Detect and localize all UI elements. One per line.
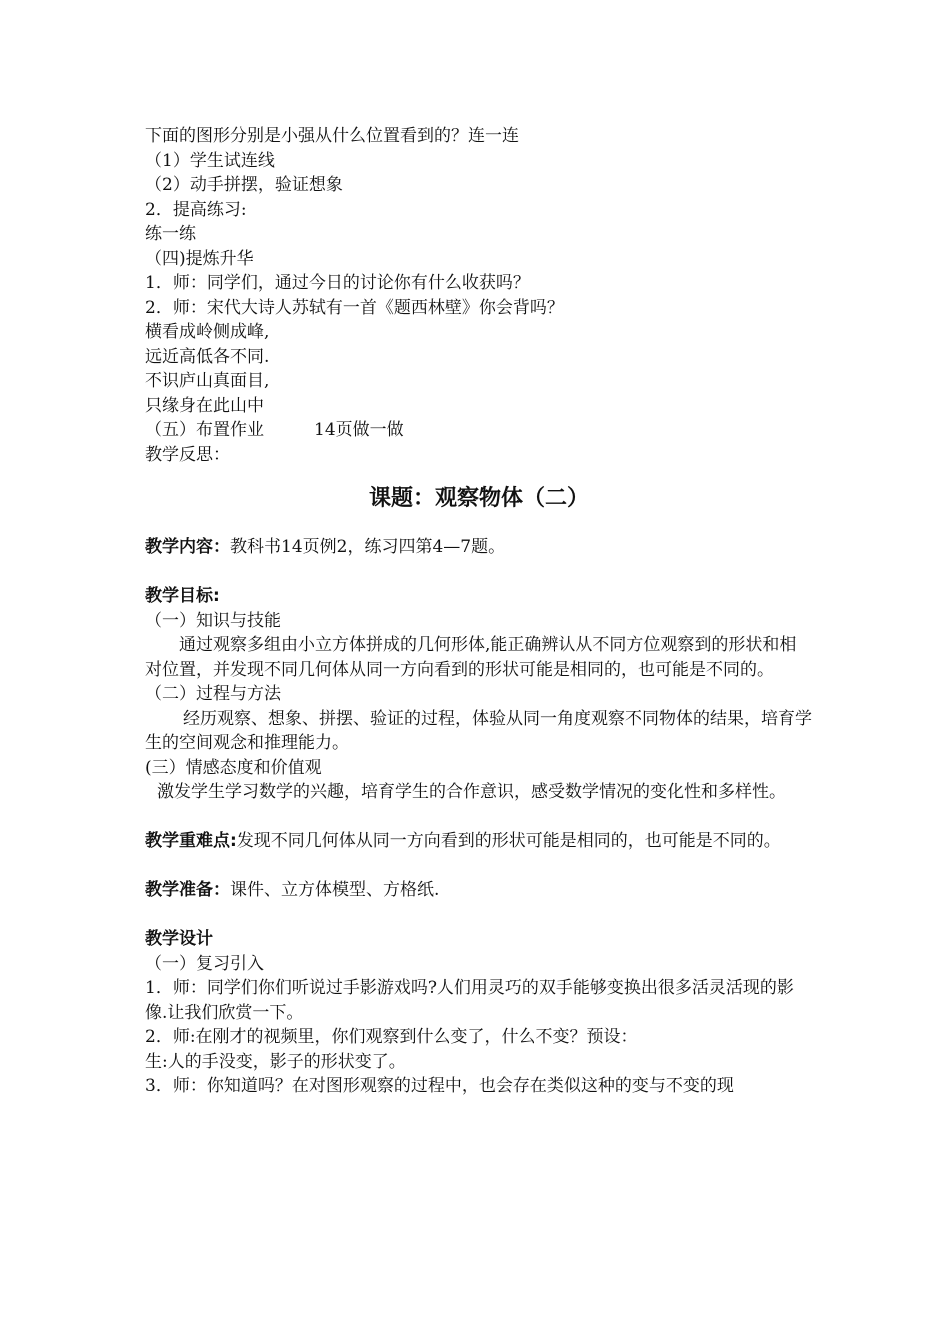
goal-heading: (三）情感态度和价值观 bbox=[145, 757, 322, 778]
design-line: 生:人的手没变，影子的形状变了。 bbox=[145, 1051, 406, 1072]
homework-value: 14页做一做 bbox=[314, 420, 404, 440]
content-value: 教科书14页例2，练习四第4—7题。 bbox=[230, 537, 506, 557]
goal-body: 通过观察多组由小立方体拼成的几何形体,能正确辨认从不同方位观察到的形状和相对位置，并发现不同几何体从同一方向看到的形状可能是相同的，也可能是不同的。 bbox=[145, 635, 797, 680]
poem-line: 横看成岭侧成峰, bbox=[145, 322, 270, 342]
poem-line: 不识庐山真面目, bbox=[145, 371, 270, 391]
text-line: 2．师：宋代大诗人苏轼有一首《题西林壁》你会背吗？ bbox=[145, 297, 564, 318]
text-line: （1）学生试连线 bbox=[145, 150, 275, 171]
poem-line: 远近高低各不同. bbox=[145, 346, 270, 367]
prep-value: 课件、立方体模型、方格纸. bbox=[230, 880, 440, 900]
homework-line bbox=[145, 418, 813, 443]
design-paragraph: 1．师：同学们你们听说过手影游戏吗?人们用灵巧的双手能够变换出很多活灵活现的影像.让我们欣赏一下。 bbox=[145, 978, 794, 1023]
goal-heading: （二）过程与方法 bbox=[145, 684, 281, 704]
goal-heading: （一）知识与技能 bbox=[145, 610, 281, 631]
lesson-title: 课题：观察物体（二） bbox=[368, 486, 589, 511]
difficulty-paragraph bbox=[145, 829, 813, 854]
text-line: 练一练 bbox=[145, 224, 196, 244]
difficulty-label: 教学重难点: bbox=[145, 831, 237, 851]
design-label: 教学设计 bbox=[145, 929, 213, 949]
design-line: 3．师：你知道吗？在对图形观察的过程中，也会存在类似这种的变与不变的现 bbox=[145, 1076, 734, 1096]
text-line: 下面的图形分别是小强从什么位置看到的？连一连 bbox=[145, 126, 519, 146]
difficulty-value: 发现不同几何体从同一方向看到的形状可能是相同的，也可能是不同的。 bbox=[236, 831, 781, 851]
design-heading: （一）复习引入 bbox=[145, 953, 264, 974]
text-line: （四)提炼升华 bbox=[145, 248, 254, 269]
text-line: 1．师：同学们，通过今日的讨论你有什么收获吗？ bbox=[145, 273, 530, 293]
text-line: 2．提高练习: bbox=[145, 199, 247, 220]
design-line: 2．师:在刚才的视频里，你们观察到什么变了，什么不变？预设： bbox=[145, 1027, 638, 1047]
goal-body: 经历观察、想象、拼摆、验证的过程，体验从同一角度观察不同物体的结果，培育学生的空间观念和推理能力。 bbox=[145, 708, 812, 753]
text-line: （2）动手拼摆，验证想象 bbox=[145, 175, 343, 195]
poem-line: 只缘身在此山中 bbox=[145, 395, 264, 416]
reflection-line: 教学反思： bbox=[145, 444, 230, 465]
goals-label: 教学目标: bbox=[145, 586, 220, 606]
goal-body: 激发学生学习数学的兴趣，培育学生的合作意识，感受数学情况的变化性和多样性。 bbox=[157, 782, 786, 802]
content-label: 教学内容： bbox=[145, 537, 230, 557]
document-page bbox=[145, 124, 813, 1099]
prep-line bbox=[145, 878, 813, 903]
content-line bbox=[145, 535, 813, 560]
prep-label: 教学准备： bbox=[145, 880, 230, 900]
homework-label: （五）布置作业 bbox=[145, 420, 264, 440]
